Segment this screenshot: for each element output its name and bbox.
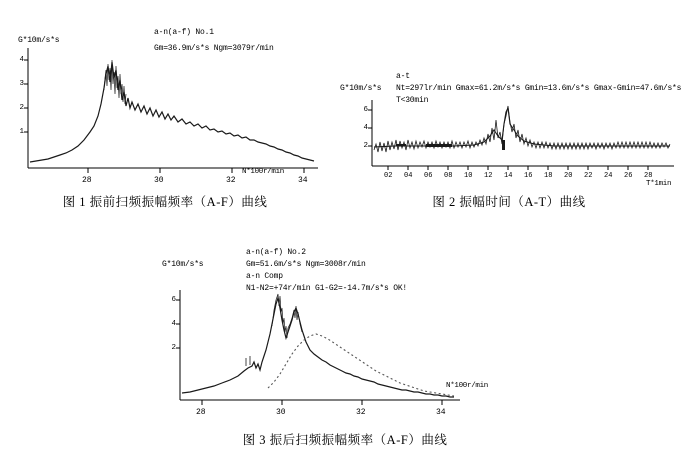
figure-2-x-axis-label: T*1min	[646, 180, 672, 188]
figure-3-y-axis-label: G*10m/s*s	[162, 260, 204, 269]
figure-2-x-tick-0: 02	[384, 172, 393, 180]
figure-3-header-line-2: Gm=51.6m/s*s Ngm=3008r/min	[246, 260, 366, 269]
figure-2-y-tick-2: 2	[363, 142, 368, 150]
figure-1-x-axis-label: N*100r/min	[242, 168, 285, 176]
figure-2-x-tick-8: 18	[544, 172, 553, 180]
figure-3-x-tick-0: 28	[196, 408, 206, 417]
figure-2-x-tick-1: 04	[404, 172, 413, 180]
figure-1-y-axis-label: G*10m/s*s	[18, 36, 60, 45]
figure-1-y-tick-2: 2	[19, 104, 24, 112]
figure-3-x-tick-3: 34	[436, 408, 446, 417]
figure-1-header-line-1: a-n(a-f) No.1	[154, 28, 214, 37]
figure-3-caption: 图 3 振后扫频振幅频率（A-F）曲线	[242, 433, 448, 447]
figure-2-y-tick-0: 6	[363, 106, 368, 114]
figure-2-x-tick-10: 22	[584, 172, 593, 180]
figure-1-x-tick-1: 30	[154, 176, 164, 185]
figure-2-header-line-1: a-t	[396, 72, 410, 81]
figure-2-x-tick-6: 14	[504, 172, 513, 180]
figure-1-y-tick-1: 3	[19, 80, 24, 88]
figure-2-y-tick-1: 4	[363, 124, 368, 132]
figure-3-x-tick-1: 30	[276, 408, 286, 417]
figure-2-x-tick-4: 10	[464, 172, 473, 180]
figure-2-x-tick-11: 24	[604, 172, 613, 180]
figure-1	[6, 4, 324, 224]
figure-3-y-tick-0: 6	[171, 296, 176, 304]
figure-3	[150, 238, 540, 454]
figure-1-x-tick-0: 28	[82, 176, 92, 185]
figure-1-plot	[6, 4, 324, 192]
figure-3-header-line-4: N1-N2=+74r/min G1-G2=-14.7m/s*s OK!	[246, 284, 408, 293]
figure-3-header-line-1: a-n(a-f) No.2	[246, 248, 306, 257]
figure-1-caption: 图 1 振前扫频振幅频率（A-F）曲线	[62, 195, 268, 209]
figure-2-x-tick-5: 12	[484, 172, 493, 180]
figure-1-header-line-2: Gm=36.9m/s*s Ngm=3079r/min	[154, 44, 274, 53]
figure-3-header-line-3: a-n Comp	[246, 272, 283, 281]
figure-2-x-tick-3: 08	[444, 172, 453, 180]
figure-3-x-tick-2: 32	[356, 408, 366, 417]
figure-3-y-tick-1: 4	[171, 320, 176, 328]
figure-2-x-tick-13: 28	[644, 172, 653, 180]
figure-2-plot	[334, 62, 684, 194]
figure-3-x-axis-label: N*100r/min	[446, 382, 489, 390]
figure-1-y-tick-3: 1	[19, 128, 24, 136]
figure-1-x-tick-3: 34	[298, 176, 308, 185]
figure-1-y-tick-0: 4	[19, 56, 24, 64]
figure-2	[334, 62, 684, 224]
figure-2-y-axis-label: G*10m/s*s	[340, 84, 382, 93]
figure-2-caption: 图 2 振幅时间（A-T）曲线	[432, 195, 586, 209]
figure-2-x-tick-9: 20	[564, 172, 573, 180]
figure-2-header-line-2: Nt=297lr/min Gmax=61.2m/s*s Gmin=13.6m/s*s Gmax-Gmin=47.6m/s*s	[396, 84, 682, 93]
figure-2-x-tick-7: 16	[524, 172, 533, 180]
figure-3-y-tick-2: 2	[171, 344, 176, 352]
figure-1-x-tick-2: 32	[226, 176, 236, 185]
figure-2-x-tick-2: 06	[424, 172, 433, 180]
figure-2-header-line-3: T<30min	[396, 96, 429, 105]
figure-2-x-tick-12: 26	[624, 172, 633, 180]
figure-3-plot	[150, 238, 540, 430]
